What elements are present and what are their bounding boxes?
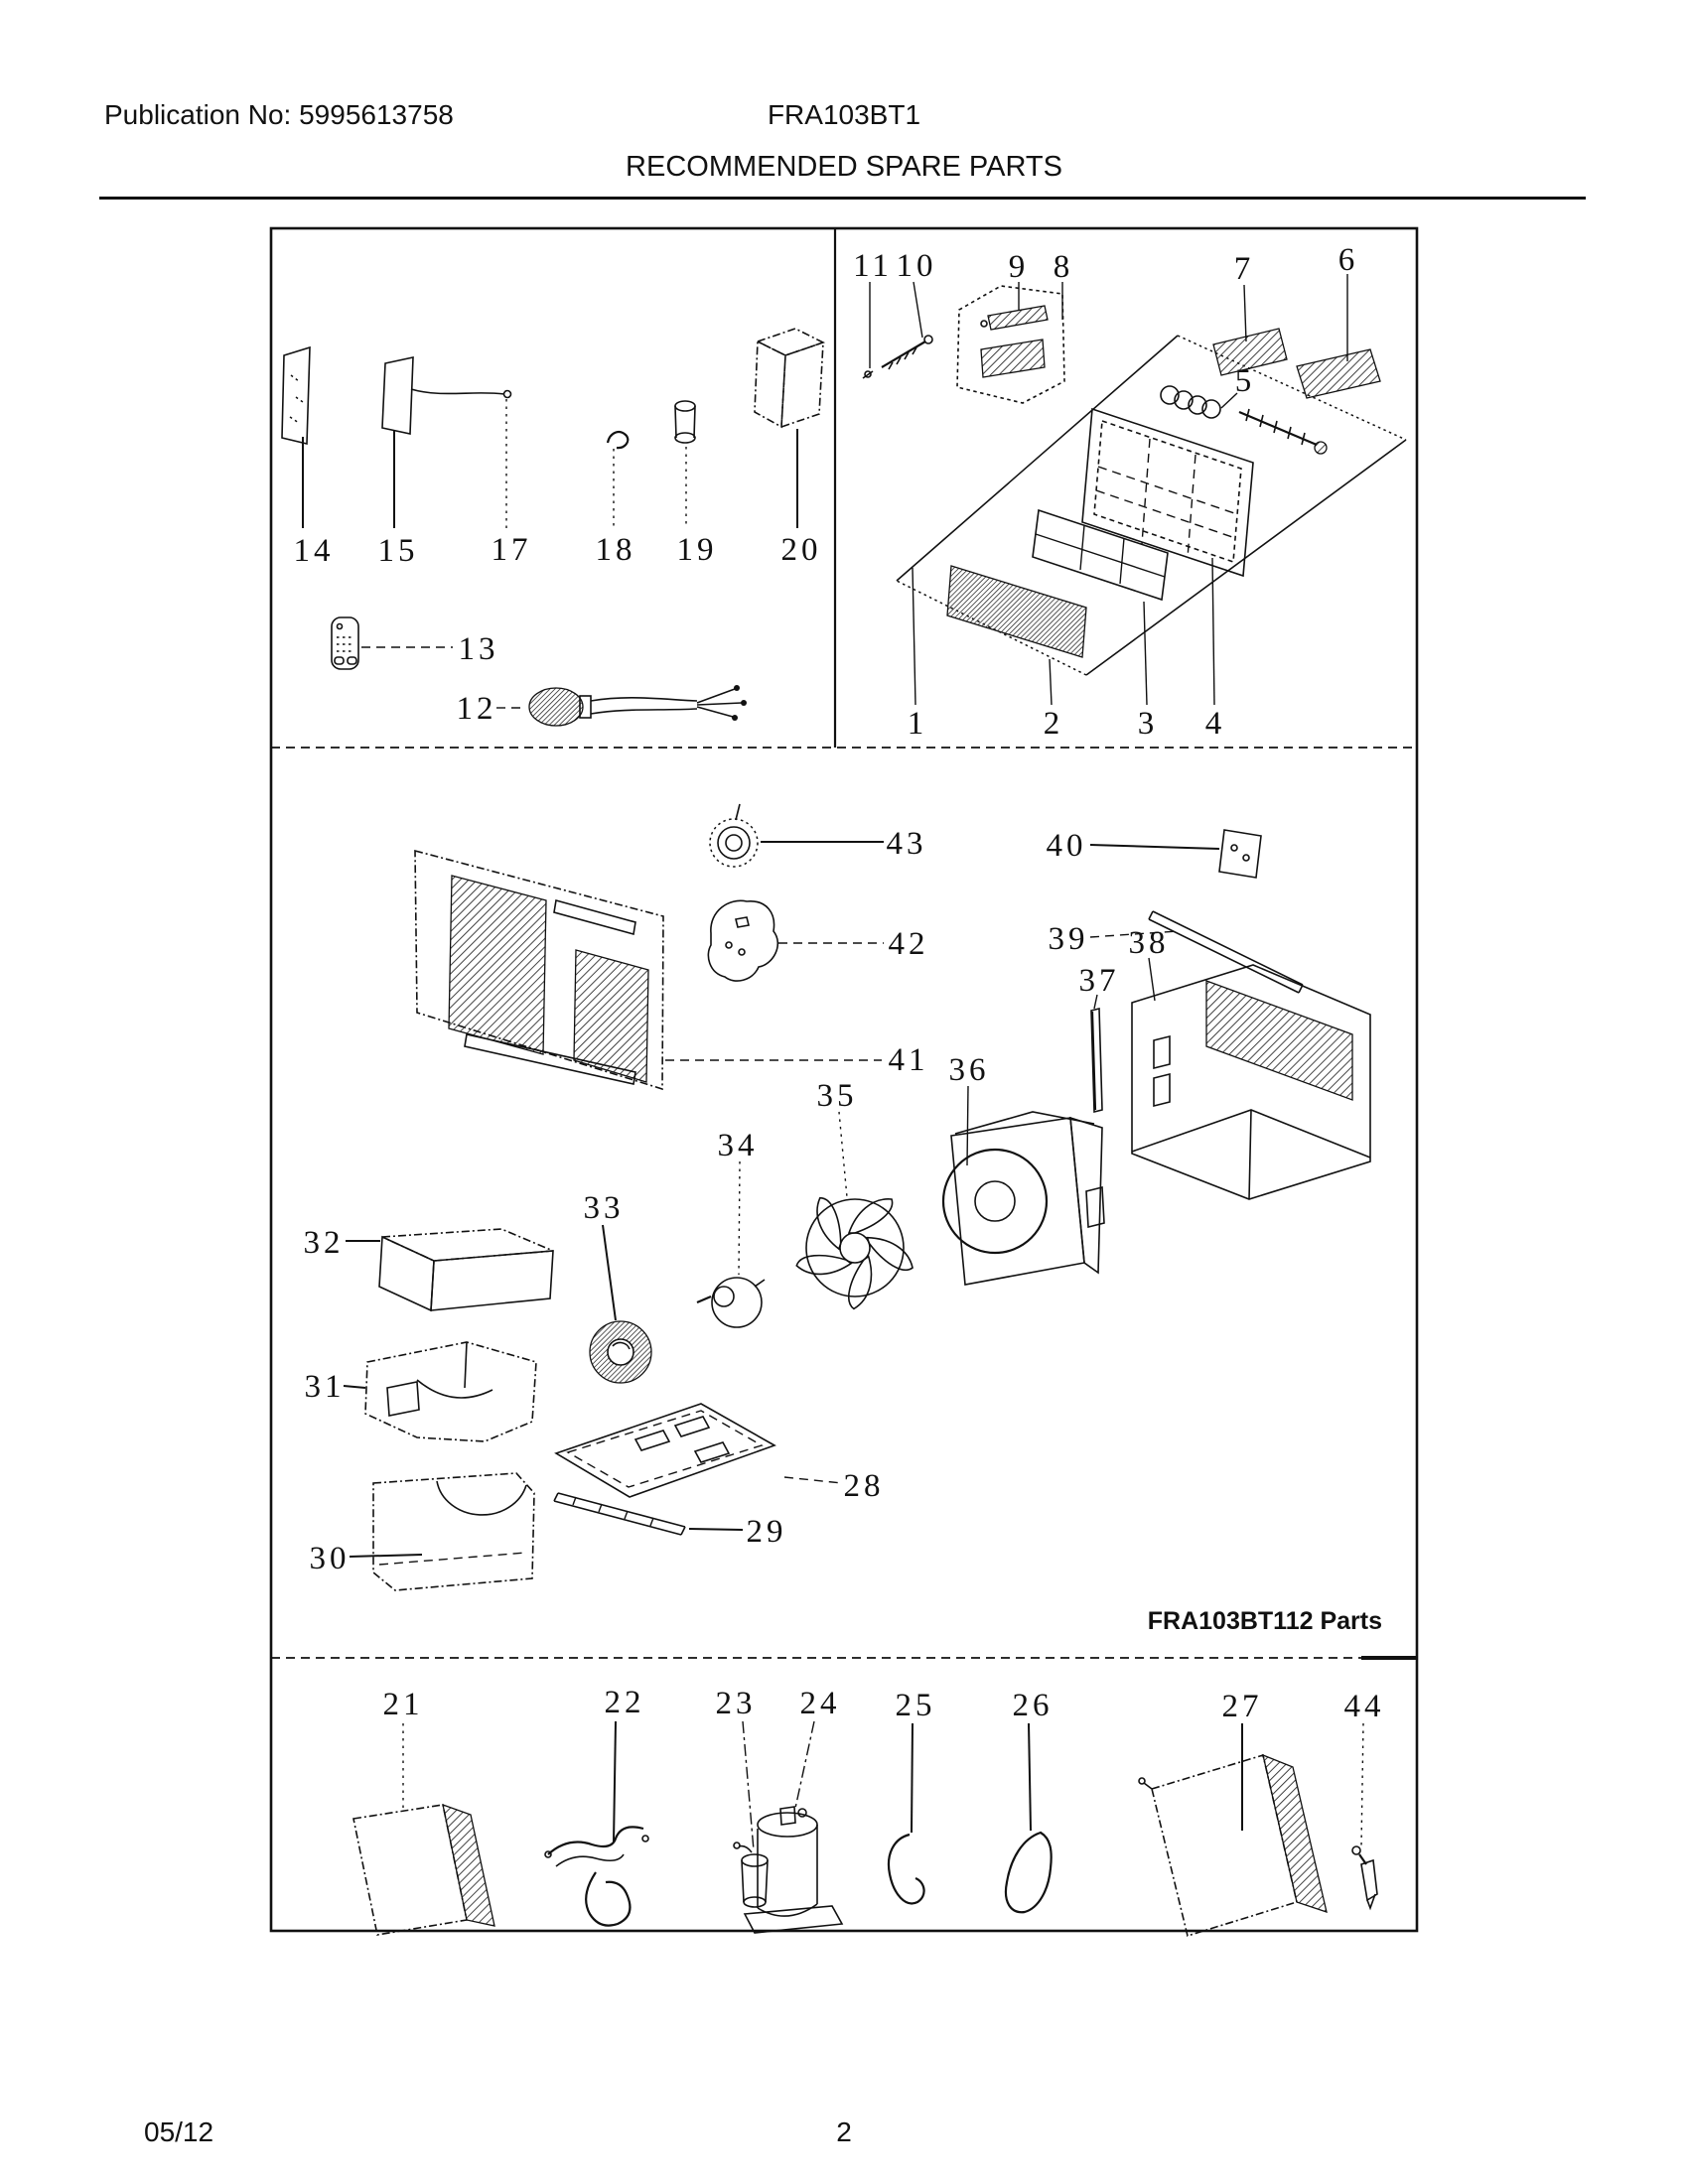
callout-label-25: 25 — [895, 1688, 936, 1723]
callout-label-8: 8 — [1053, 249, 1074, 285]
part-sketch-31 — [365, 1342, 536, 1441]
leader-4 — [1212, 558, 1214, 705]
callout-label-3: 3 — [1137, 706, 1159, 742]
callout-label-7: 7 — [1233, 251, 1255, 287]
part-31-edge — [465, 1342, 467, 1388]
part-group-44 — [1344, 1689, 1385, 1908]
part-sketch-40 — [1219, 830, 1261, 878]
part-34-tab — [755, 1280, 765, 1287]
part-34-shaft — [697, 1297, 711, 1302]
part-4-grid — [1096, 439, 1237, 558]
part-31-pocket — [387, 1382, 419, 1416]
callout-label-9: 9 — [1008, 249, 1030, 285]
part-36-bracket — [1086, 1187, 1104, 1227]
part-23-fitting — [734, 1843, 740, 1848]
part-41-pad-left — [449, 876, 546, 1054]
part-10-threads — [889, 347, 916, 369]
part-sketch-9 — [988, 306, 1048, 330]
part-group-28 — [556, 1404, 885, 1504]
leader-38 — [1149, 958, 1155, 1001]
part-35-hub — [840, 1233, 870, 1263]
part-group-2 — [947, 566, 1086, 742]
callout-label-11: 11 — [853, 248, 893, 284]
part-sketch-4 — [1082, 409, 1253, 576]
part-sketch-42 — [708, 900, 777, 981]
callout-label-24: 24 — [799, 1686, 841, 1721]
part-group-36 — [943, 1052, 1104, 1285]
part-34-cap — [714, 1287, 734, 1306]
callout-label-41: 41 — [888, 1042, 929, 1078]
part-group-43 — [710, 804, 927, 867]
part-sketch-25 — [889, 1835, 924, 1903]
part-13-button — [338, 624, 343, 629]
part-12-terminal2 — [741, 700, 747, 706]
part-group-31 — [305, 1342, 537, 1441]
publication-number: Publication No: 5995613758 — [104, 99, 454, 130]
leader-31 — [344, 1386, 365, 1388]
part-36-hub — [975, 1181, 1015, 1221]
part-37-edge — [1092, 1012, 1095, 1110]
part-32-front — [379, 1237, 434, 1310]
part-group-13 — [332, 617, 499, 669]
part-group-42 — [708, 900, 928, 981]
part-27-tab — [1144, 1783, 1152, 1789]
part-20-front — [755, 341, 785, 427]
callout-label-36: 36 — [948, 1052, 990, 1088]
part-38-floor — [1132, 1110, 1370, 1199]
callout-label-5: 5 — [1234, 363, 1256, 399]
part-sketch-14 — [282, 347, 310, 444]
part-group-24 — [745, 1686, 842, 1933]
part-38-slot1 — [1154, 1036, 1170, 1068]
part-40-detail1 — [1231, 845, 1237, 851]
part-32-top — [382, 1229, 553, 1261]
callout-label-39: 39 — [1048, 921, 1089, 957]
part-12-terminal3 — [732, 715, 738, 721]
callout-label-31: 31 — [304, 1369, 346, 1405]
part-group-40 — [1047, 828, 1262, 878]
callout-label-40: 40 — [1046, 828, 1087, 864]
callout-label-1: 1 — [907, 706, 928, 742]
leader-40 — [1090, 845, 1219, 849]
part-24-base — [745, 1906, 842, 1933]
callout-label-20: 20 — [780, 532, 822, 568]
callout-label-26: 26 — [1012, 1688, 1054, 1723]
part-21-fins — [443, 1805, 494, 1926]
part-42-dot1 — [726, 942, 732, 948]
iso-edge-right — [1086, 440, 1406, 675]
callout-label-30: 30 — [309, 1541, 351, 1576]
part-20-side — [781, 342, 823, 427]
part-24-port — [798, 1809, 806, 1817]
part-23-bottom — [744, 1897, 766, 1907]
part-12-terminal1 — [734, 685, 740, 691]
callout-label-33: 33 — [583, 1190, 625, 1226]
part-sketch-28 — [556, 1404, 774, 1497]
part-20-top — [758, 329, 823, 355]
leader-23 — [743, 1721, 754, 1850]
part-group-22 — [545, 1685, 648, 1926]
leader-1 — [913, 568, 915, 705]
part-24-top — [758, 1813, 817, 1837]
callout-label-10: 10 — [896, 248, 937, 284]
part-12-plug — [529, 688, 583, 726]
callout-label-28: 28 — [843, 1468, 885, 1504]
part-sketch-30 — [373, 1473, 534, 1590]
part-group-26 — [1006, 1688, 1054, 1912]
part-15-rod — [411, 389, 504, 394]
leader-22 — [614, 1721, 616, 1843]
callout-label-19: 19 — [676, 532, 718, 568]
part-5-screw — [1239, 412, 1317, 445]
footer-date: 05/12 — [144, 2116, 214, 2147]
leader-25 — [912, 1723, 913, 1833]
page-title: RECOMMENDED SPARE PARTS — [626, 151, 1062, 183]
part-27-fins — [1263, 1755, 1327, 1912]
part-group-19 — [675, 401, 718, 568]
part-22-end2 — [642, 1836, 648, 1842]
part-40-detail2 — [1243, 855, 1249, 861]
part-group-25 — [889, 1688, 936, 1903]
part-41-pad-right — [574, 950, 648, 1082]
part-12-wires — [697, 689, 742, 717]
leader-3 — [1144, 602, 1147, 705]
callout-label-34: 34 — [717, 1128, 759, 1163]
part-group-34 — [697, 1128, 765, 1327]
leader-34 — [739, 1161, 740, 1275]
part-36-ring — [943, 1150, 1047, 1253]
part-42-dot2 — [739, 949, 745, 955]
part-31-scroll — [417, 1380, 492, 1398]
part-28-slot3 — [695, 1442, 729, 1462]
callout-label-4: 4 — [1204, 706, 1226, 742]
part-group-6 — [1297, 242, 1380, 398]
part-group-23 — [716, 1686, 769, 1907]
figure-watermark: FRA103BT112 Parts — [1147, 1607, 1382, 1635]
part-24-fitting — [780, 1807, 795, 1825]
part-group-37 — [1079, 963, 1120, 1112]
part-5-screw-threads — [1246, 409, 1305, 445]
part-group-32 — [304, 1225, 554, 1310]
part-sketch-15 — [382, 357, 413, 434]
part-group-18 — [596, 432, 636, 568]
part-sketch-18 — [608, 432, 628, 448]
part-group-41 — [415, 851, 929, 1089]
part-44-head — [1352, 1846, 1360, 1854]
part-30-cutout — [437, 1481, 526, 1515]
part-sketch-34 — [712, 1278, 762, 1327]
part-35-blades — [796, 1197, 914, 1309]
leader-29 — [689, 1529, 743, 1530]
part-group-38 — [1129, 925, 1371, 1199]
callout-label-35: 35 — [816, 1078, 858, 1114]
part-group-27 — [1139, 1689, 1327, 1936]
part-group-29 — [554, 1493, 787, 1550]
part-19-top — [675, 401, 695, 411]
part-group-30 — [310, 1473, 535, 1590]
part-group-4 — [1082, 409, 1253, 742]
part-41-rail-top — [554, 900, 635, 934]
part-14-texture — [290, 375, 303, 423]
part-23-top — [742, 1854, 768, 1866]
part-12-cord — [591, 698, 697, 714]
part-15-rod-tip — [504, 391, 511, 398]
leader-26 — [1029, 1723, 1031, 1831]
part-13-key2 — [348, 657, 356, 664]
part-sketch-36 — [951, 1118, 1084, 1285]
callout-label-17: 17 — [491, 532, 532, 568]
callout-label-21: 21 — [382, 1687, 424, 1722]
part-42-chip — [736, 917, 749, 927]
leader-36 — [967, 1086, 968, 1165]
callout-label-23: 23 — [715, 1686, 757, 1721]
part-35-rim — [806, 1199, 904, 1297]
callout-label-2: 2 — [1043, 706, 1064, 742]
part-sketch-2 — [947, 566, 1086, 657]
leader-30 — [350, 1555, 422, 1557]
callout-label-13: 13 — [458, 631, 499, 667]
leader-44 — [1361, 1723, 1363, 1846]
callout-label-44: 44 — [1343, 1689, 1385, 1724]
part-8-plate — [981, 340, 1045, 377]
part-9-end — [981, 321, 987, 327]
callout-label-15: 15 — [377, 533, 419, 569]
callout-label-29: 29 — [746, 1514, 787, 1550]
part-43-coil-mid — [718, 827, 750, 859]
callout-label-27: 27 — [1221, 1689, 1263, 1724]
leader-10 — [914, 282, 922, 338]
part-sketch-29 — [554, 1493, 685, 1535]
part-36-flange — [955, 1112, 1094, 1134]
part-29-ticks — [573, 1497, 653, 1526]
callout-label-38: 38 — [1128, 925, 1170, 961]
iso-edge-top — [1178, 336, 1406, 440]
part-13-rows — [337, 637, 353, 651]
part-group-14 — [282, 347, 335, 569]
part-4-inner-frame — [1094, 421, 1241, 562]
part-43-stem — [736, 804, 740, 820]
part-sketch-6 — [1297, 349, 1380, 398]
leader-35 — [839, 1112, 847, 1197]
part-sketch-10 — [882, 341, 925, 367]
iso-edge-left — [897, 336, 1178, 581]
callout-label-32: 32 — [303, 1225, 345, 1261]
footer-page-number: 2 — [836, 2116, 852, 2147]
part-38-slot2 — [1154, 1074, 1170, 1106]
part-group-9 — [981, 249, 1048, 330]
part-group-20 — [755, 329, 823, 568]
callout-label-37: 37 — [1078, 963, 1120, 999]
part-22-loop — [586, 1872, 630, 1926]
part-sketch-39 — [1149, 911, 1303, 993]
part-43-coil-inner — [726, 835, 742, 851]
callout-label-42: 42 — [888, 926, 929, 962]
part-sketch-13 — [332, 617, 358, 669]
leader-7 — [1244, 285, 1246, 341]
part-sketch-26 — [1006, 1833, 1052, 1912]
callout-label-12: 12 — [456, 691, 497, 727]
part-5-screw-end — [1315, 442, 1327, 454]
callout-label-6: 6 — [1337, 242, 1359, 278]
model-number: FRA103BT1 — [767, 99, 921, 130]
callout-label-14: 14 — [293, 533, 335, 569]
part-32-side — [431, 1251, 553, 1310]
callout-label-43: 43 — [886, 826, 927, 862]
part-group-35 — [796, 1078, 914, 1309]
part-22-tube2 — [556, 1854, 624, 1866]
part-10-head — [924, 336, 932, 343]
part-22-tube1 — [548, 1827, 643, 1854]
part-group-17 — [492, 399, 532, 568]
callout-label-22: 22 — [604, 1685, 645, 1720]
part-group-21 — [353, 1687, 494, 1935]
callout-label-18: 18 — [595, 532, 636, 568]
leader-24 — [794, 1721, 814, 1813]
part-13-key1 — [335, 657, 344, 664]
part-23-tube — [739, 1846, 752, 1852]
part-27-fitting — [1139, 1778, 1145, 1784]
part-group-33 — [584, 1190, 652, 1383]
part-44-tip — [1367, 1894, 1375, 1908]
part-3-grid — [1036, 525, 1165, 584]
leader-2 — [1050, 659, 1052, 705]
part-19-bottom — [675, 433, 695, 443]
leader-28 — [784, 1477, 842, 1483]
part-group-12 — [457, 685, 748, 727]
leader-33 — [603, 1225, 616, 1320]
part-group-11 — [853, 248, 893, 378]
part-38-grille — [1206, 981, 1352, 1100]
part-28-slot2 — [675, 1417, 709, 1436]
part-28-slot1 — [635, 1431, 669, 1450]
part-group-7 — [1213, 251, 1287, 375]
